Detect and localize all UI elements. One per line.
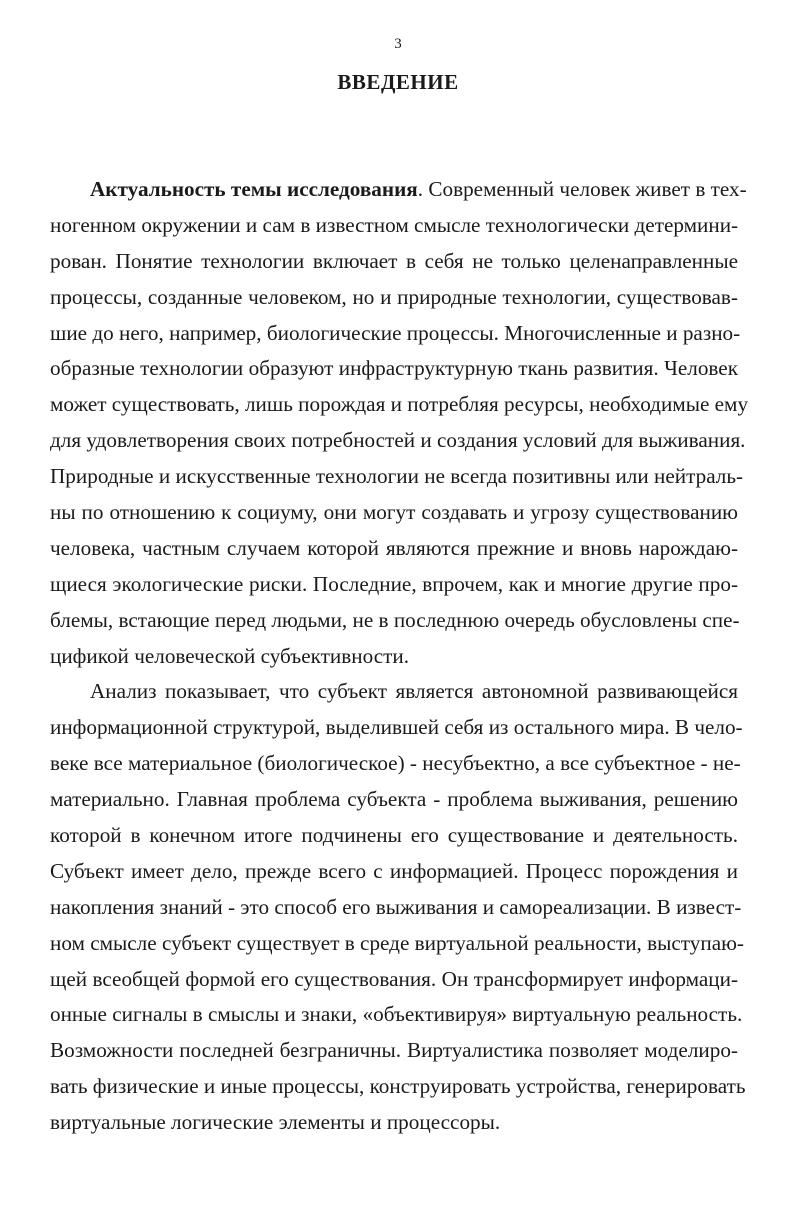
paragraph-line: материально. Главная проблема субъекта - проблема выживания, решению bbox=[50, 787, 738, 812]
paragraph-2 bbox=[50, 674, 746, 1141]
paragraph-line: цификой человеческой субъективности. bbox=[50, 643, 410, 668]
paragraph-line: шие до него, например, биологические процессы. Многочисленные и разно- bbox=[50, 320, 741, 345]
paragraph-line: накопления знаний - это способ его выживания и самореализации. В извест- bbox=[50, 894, 742, 919]
paragraph-line: ногенном окружении и сам в известном смысле технологически детермини- bbox=[50, 212, 739, 237]
paragraph-line: для удовлетворения своих потребностей и создания условий для выживания. bbox=[50, 428, 746, 453]
paragraph-lead-bold: Актуальность темы исследования bbox=[90, 177, 418, 201]
paragraph-line: ном смысле субъект существует в среде виртуальной реальности, выступаю- bbox=[50, 930, 744, 955]
paragraph-line: щей всеобщей формой его существования. Он трансформирует информаци- bbox=[50, 966, 738, 991]
paragraph-line: вать физические и иные процессы, конструировать устройства, генерировать bbox=[50, 1074, 746, 1099]
paragraph-line: онные сигналы в смыслы и знаки, «объективируя» виртуальную реальность. bbox=[50, 1002, 743, 1027]
page-number: 3 bbox=[394, 36, 402, 52]
paragraph-line: Субъект имеет дело, прежде всего с информацией. Процесс порождения и bbox=[50, 858, 738, 883]
paragraph-line: образные технологии образуют инфраструктурную ткань развития. Человек bbox=[50, 356, 738, 381]
paragraph-line: блемы, встающие перед людьми, не в последнюю очередь обусловлены спе- bbox=[50, 607, 740, 632]
paragraph-line: Возможности последней безграничны. Виртуалистика позволяет моделиро- bbox=[50, 1038, 738, 1063]
paragraph-line: информационной структурой, выделившей себя из остального мира. В чело- bbox=[50, 715, 743, 740]
paragraph-line: Природные и искусственные технологии не всегда позитивны или нейтраль- bbox=[50, 464, 744, 489]
paragraph-line: человека, частным случаем которой являются прежние и вновь нарождаю- bbox=[50, 535, 738, 560]
paragraph-line: щиеся экологические риски. Последние, впрочем, как и многие другие про- bbox=[50, 571, 738, 596]
paragraph-line: рован. Понятие технологии включает в себя не только целенаправленные bbox=[50, 248, 738, 273]
paragraph-line: которой в конечном итоге подчинены его существование и деятельность. bbox=[50, 823, 738, 848]
paragraph-line-text: . Современный человек живет в тех- bbox=[417, 177, 747, 201]
section-heading: ВВЕДЕНИЕ bbox=[337, 70, 459, 94]
paragraph-line: ны по отношению к социуму, они могут создавать и угрозу существованию bbox=[50, 500, 738, 525]
paragraph-line: может существовать, лишь порождая и потребляя ресурсы, необходимые ему bbox=[50, 392, 749, 417]
paragraph-line bbox=[50, 172, 747, 208]
paragraph-line: процессы, созданные человеком, но и природные технологии, существовав- bbox=[50, 284, 738, 309]
paragraph-1 bbox=[50, 172, 749, 674]
paragraph-line: виртуальные логические элементы и процессоры. bbox=[50, 1110, 501, 1135]
body-text bbox=[50, 172, 749, 1141]
paragraph-line: Анализ показывает, что субъект является автономной развивающейся bbox=[90, 679, 738, 704]
paragraph-line: веке все материальное (биологическое) - несубъектно, а все субъектное - не- bbox=[50, 751, 741, 776]
